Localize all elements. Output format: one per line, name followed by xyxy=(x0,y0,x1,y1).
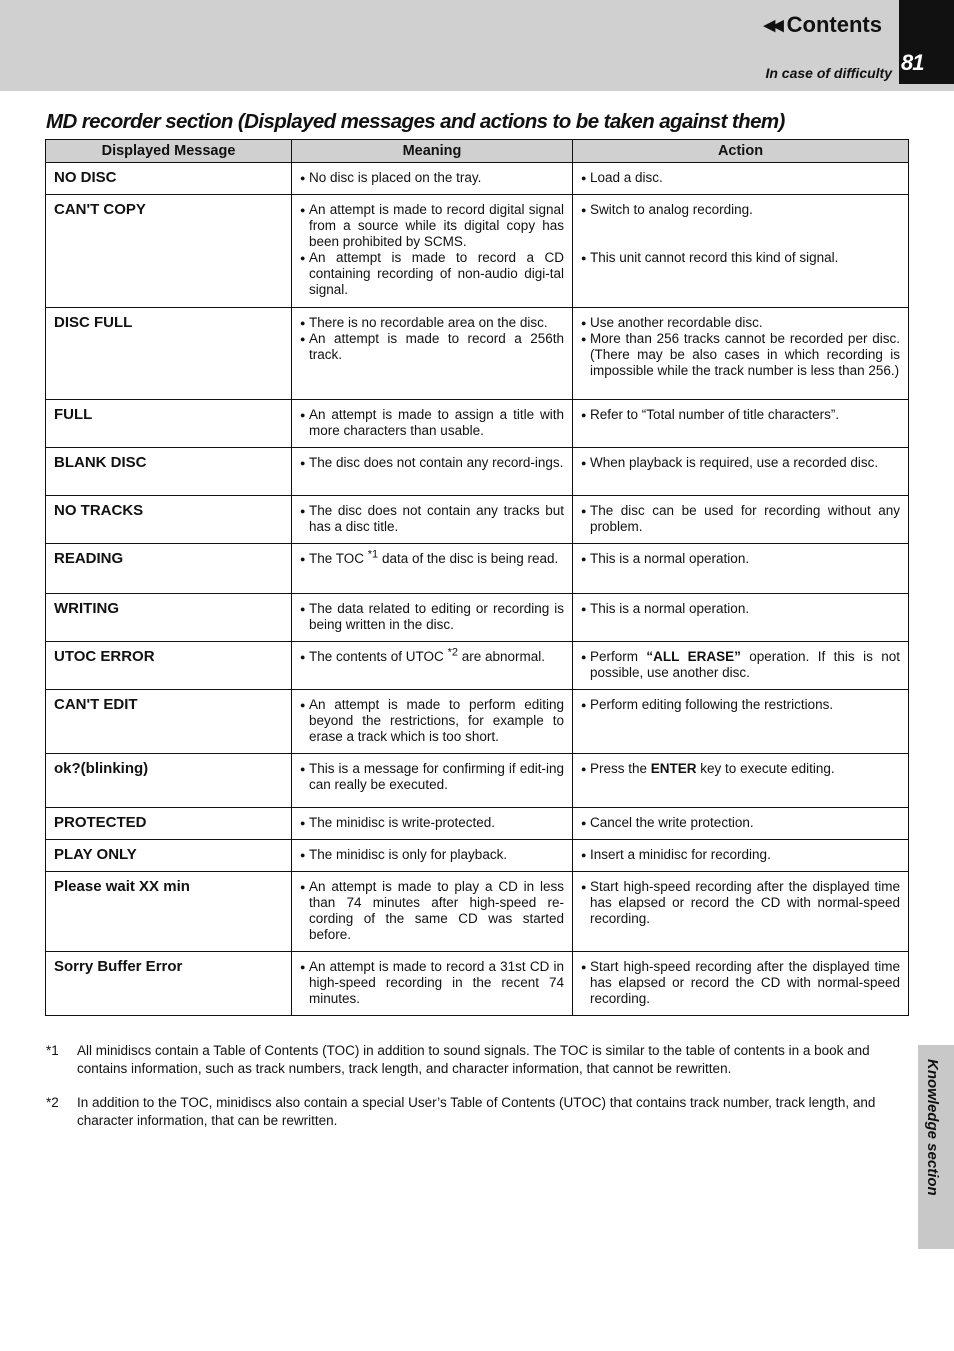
bullet-text: An attempt is made to record digital signal from a source while its digital copy has been prohibited by SCMS. xyxy=(309,202,564,249)
action-cell xyxy=(573,448,909,496)
action-cell xyxy=(573,754,909,808)
page-number-tab xyxy=(899,0,954,84)
side-tab xyxy=(918,1045,954,1249)
message-cell: Please wait XX min xyxy=(46,872,292,952)
action-cell xyxy=(573,400,909,448)
meaning-cell xyxy=(292,496,573,544)
bullet-dot: ● xyxy=(300,604,306,614)
table-row xyxy=(46,754,909,808)
bullet-text: Cancel the write protection. xyxy=(590,815,754,830)
meaning-cell xyxy=(292,690,573,754)
text-part: key to execute editing. xyxy=(696,761,835,776)
table-row xyxy=(46,952,909,1016)
action-cell xyxy=(573,808,909,840)
bullet-text: This is a message for confirming if edit-ing can really be executed. xyxy=(309,761,564,792)
bullet-item xyxy=(300,170,564,186)
bullet-item xyxy=(581,959,900,1007)
bullet-dot: ● xyxy=(300,506,306,516)
bullet-text: An attempt is made to perform editing beyond the restrictions, for example to erase a track which is too short. xyxy=(309,697,564,744)
footnote-text: All minidiscs contain a Table of Contents (TOC) in addition to sound signals. The TOC is similar to the table of contents in a book and contains information, such as track numbers, track length, and character information, that cannot be rewritten. xyxy=(77,1043,870,1076)
column-header: Meaning xyxy=(292,140,573,163)
text-part: operation. If this is not possible, use another disc. xyxy=(590,649,900,680)
bullet-dot: ● xyxy=(581,818,587,828)
bullet-text: Perform editing following the restrictions. xyxy=(590,697,834,712)
bullet-item xyxy=(581,315,900,331)
bullet-dot: ● xyxy=(300,253,306,263)
meaning-cell xyxy=(292,808,573,840)
footnote-ref: *2 xyxy=(447,646,458,659)
bullet-text: An attempt is made to assign a title with more characters than usable. xyxy=(309,407,564,438)
bullet-dot: ● xyxy=(300,205,306,215)
bullet-dot: ● xyxy=(300,962,306,972)
bullet-text: Insert a minidisc for recording. xyxy=(590,847,771,862)
footnote-1 xyxy=(46,1042,901,1078)
table-row xyxy=(46,642,909,690)
bullet-dot: ● xyxy=(581,850,587,860)
bullet-item xyxy=(300,250,564,298)
bullet-item xyxy=(300,601,564,633)
meaning-cell xyxy=(292,308,573,400)
bullet-dot: ● xyxy=(581,700,587,710)
message-cell: PLAY ONLY xyxy=(46,840,292,872)
action-cell xyxy=(573,642,909,690)
bullet-item xyxy=(300,847,564,863)
table-row xyxy=(46,163,909,195)
text-part: Perform xyxy=(590,649,647,664)
footnote-mark: *1 xyxy=(46,1043,59,1058)
bullet-item xyxy=(581,847,900,863)
bullet-dot: ● xyxy=(300,173,306,183)
text-part: The TOC xyxy=(309,551,368,566)
bullet-text: There is no recordable area on the disc. xyxy=(309,315,548,330)
bullet-dot: ● xyxy=(300,554,306,564)
meaning-cell xyxy=(292,840,573,872)
bullet-text: Refer to “Total number of title characters”. xyxy=(590,407,840,422)
bullet-item xyxy=(300,407,564,439)
table-header-row xyxy=(46,140,909,163)
action-cell xyxy=(573,544,909,594)
bullet-text: No disc is placed on the tray. xyxy=(309,170,482,185)
message-cell: READING xyxy=(46,544,292,594)
text-part: The contents of UTOC xyxy=(309,649,448,664)
message-cell: DISC FULL xyxy=(46,308,292,400)
bullet-dot: ● xyxy=(581,962,587,972)
table-row xyxy=(46,544,909,594)
bullet-text: When playback is required, use a recorded disc. xyxy=(590,455,879,470)
action-cell xyxy=(573,308,909,400)
bullet-dot: ● xyxy=(300,882,306,892)
side-tab-label: Knowledge section xyxy=(924,1059,941,1196)
section-name: In case of difficulty xyxy=(765,65,892,81)
text-part: data of the disc is being read. xyxy=(378,551,559,566)
message-cell: PROTECTED xyxy=(46,808,292,840)
bullet-dot: ● xyxy=(581,334,587,344)
bullet-item xyxy=(581,407,900,423)
bullet-text: An attempt is made to record a CD containing recording of non-audio digi-tal signal. xyxy=(309,250,564,297)
action-cell xyxy=(573,840,909,872)
table-row xyxy=(46,448,909,496)
bullet-text xyxy=(590,649,900,681)
table-row xyxy=(46,496,909,544)
bullet-item xyxy=(581,649,900,681)
bullet-text: Start high-speed recording after the displayed time has elapsed or record the CD with normal-speed recording. xyxy=(590,959,900,1006)
bullet-text: The minidisc is write-protected. xyxy=(309,815,496,830)
table-row xyxy=(46,690,909,754)
action-cell xyxy=(573,496,909,544)
action-cell xyxy=(573,195,909,308)
bullet-item xyxy=(300,315,564,331)
emphasis-text: ENTER xyxy=(650,761,697,776)
column-header: Action xyxy=(573,140,909,163)
meaning-cell xyxy=(292,195,573,308)
bullet-item xyxy=(581,503,900,535)
footnote-2 xyxy=(46,1094,901,1130)
emphasis-text: “ALL ERASE” xyxy=(646,649,741,664)
meaning-cell xyxy=(292,872,573,952)
table-row xyxy=(46,400,909,448)
bullet-text: An attempt is made to play a CD in less than 74 minutes after high-speed re-cording of the same CD was started before. xyxy=(309,879,564,942)
bullet-item xyxy=(581,331,900,379)
message-cell: UTOC ERROR xyxy=(46,642,292,690)
action-cell xyxy=(573,690,909,754)
bullet-item xyxy=(581,250,900,266)
bullet-text: The disc does not contain any record-ings. xyxy=(309,455,564,470)
page-number: 81 xyxy=(901,50,924,75)
bullet-dot: ● xyxy=(300,764,306,774)
text-part: Press the xyxy=(590,761,651,776)
bullet-item xyxy=(581,697,900,713)
bullet-item xyxy=(300,959,564,1007)
bullet-item xyxy=(581,601,900,617)
bullet-dot: ● xyxy=(300,700,306,710)
meaning-cell xyxy=(292,163,573,195)
meaning-cell xyxy=(292,754,573,808)
table-row xyxy=(46,195,909,308)
bullet-dot: ● xyxy=(300,334,306,344)
bullet-text: The minidisc is only for playback. xyxy=(309,847,508,862)
bullet-text: The disc does not contain any tracks but has a disc title. xyxy=(309,503,564,534)
meaning-cell xyxy=(292,544,573,594)
bullet-item xyxy=(300,879,564,943)
column-header: Displayed Message xyxy=(46,140,292,163)
bullet-text: The data related to editing or recording is being written in the disc. xyxy=(309,601,564,632)
bullet-dot: ● xyxy=(581,554,587,564)
contents-link[interactable] xyxy=(764,12,882,38)
table-row xyxy=(46,872,909,952)
footnote-text: In addition to the TOC, minidiscs also contain a special User’s Table of Contents (UTOC) that contains track number, track length, and character information, that can be rewritten. xyxy=(77,1095,876,1128)
bullet-item xyxy=(300,646,564,665)
bullet-text: Load a disc. xyxy=(590,170,663,185)
bullet-item xyxy=(581,761,900,777)
action-cell xyxy=(573,594,909,642)
bullet-dot: ● xyxy=(581,173,587,183)
bullet-dot: ● xyxy=(581,506,587,516)
bullet-item xyxy=(300,815,564,831)
bullet-dot: ● xyxy=(581,205,587,215)
rewind-icon: ◀◀ xyxy=(763,17,781,34)
bullet-dot: ● xyxy=(581,458,587,468)
message-cell: ok?(blinking) xyxy=(46,754,292,808)
bullet-item xyxy=(581,170,900,186)
bullet-text xyxy=(309,646,564,665)
bullet-dot: ● xyxy=(300,410,306,420)
bullet-text: Use another recordable disc. xyxy=(590,315,763,330)
messages-table xyxy=(45,139,909,1016)
bullet-text: This is a normal operation. xyxy=(590,601,750,616)
bullet-item xyxy=(581,815,900,831)
bullet-item xyxy=(300,202,564,250)
message-cell: NO TRACKS xyxy=(46,496,292,544)
bullet-item xyxy=(300,503,564,535)
table-row xyxy=(46,840,909,872)
bullet-item xyxy=(300,697,564,745)
bullet-dot: ● xyxy=(300,318,306,328)
action-cell xyxy=(573,163,909,195)
message-cell: BLANK DISC xyxy=(46,448,292,496)
bullet-dot: ● xyxy=(581,318,587,328)
bullet-dot: ● xyxy=(300,652,306,662)
bullet-item xyxy=(300,761,564,793)
table-row xyxy=(46,308,909,400)
bullet-item xyxy=(581,455,900,471)
message-cell: CAN'T COPY xyxy=(46,195,292,308)
bullet-text xyxy=(309,548,564,567)
message-cell: CAN'T EDIT xyxy=(46,690,292,754)
bullet-text: Switch to analog recording. xyxy=(590,202,753,217)
bullet-text xyxy=(590,761,900,777)
bullet-dot: ● xyxy=(300,818,306,828)
bullet-dot: ● xyxy=(300,458,306,468)
page-title: MD recorder section (Displayed messages and actions to be taken against them) xyxy=(46,110,785,133)
bullet-dot: ● xyxy=(581,882,587,892)
message-cell: Sorry Buffer Error xyxy=(46,952,292,1016)
meaning-cell xyxy=(292,448,573,496)
message-cell: NO DISC xyxy=(46,163,292,195)
bullet-item xyxy=(300,331,564,363)
bullet-text: This unit cannot record this kind of signal. xyxy=(590,250,839,265)
bullet-dot: ● xyxy=(581,764,587,774)
meaning-cell xyxy=(292,594,573,642)
table-body xyxy=(46,163,909,1016)
bullet-text: Start high-speed recording after the displayed time has elapsed or record the CD with normal-speed recording. xyxy=(590,879,900,926)
meaning-cell xyxy=(292,642,573,690)
bullet-text: This is a normal operation. xyxy=(590,551,750,566)
meaning-cell xyxy=(292,400,573,448)
table-row xyxy=(46,808,909,840)
bullet-dot: ● xyxy=(300,850,306,860)
footnote-mark: *2 xyxy=(46,1095,59,1110)
bullet-dot: ● xyxy=(581,410,587,420)
text-part: are abnormal. xyxy=(457,649,546,664)
action-cell xyxy=(573,872,909,952)
spacer xyxy=(581,218,900,250)
footnote-ref: *1 xyxy=(367,548,379,561)
bullet-item xyxy=(581,551,900,567)
table-row xyxy=(46,594,909,642)
message-cell: FULL xyxy=(46,400,292,448)
message-cell: WRITING xyxy=(46,594,292,642)
action-cell xyxy=(573,952,909,1016)
meaning-cell xyxy=(292,952,573,1016)
bullet-item xyxy=(300,455,564,471)
bullet-dot: ● xyxy=(581,604,587,614)
bullet-text: An attempt is made to record a 256th track. xyxy=(309,331,564,362)
bullet-item xyxy=(581,879,900,927)
bullet-text: The disc can be used for recording without any problem. xyxy=(590,503,900,534)
bullet-dot: ● xyxy=(581,652,587,662)
bullet-text: An attempt is made to record a 31st CD in high-speed recording in the recent 74 minutes. xyxy=(309,959,564,1006)
bullet-dot: ● xyxy=(581,253,587,263)
bullet-item xyxy=(581,202,900,218)
bullet-item xyxy=(300,548,564,567)
contents-label: Contents xyxy=(786,12,882,37)
bullet-text: More than 256 tracks cannot be recorded per disc.(There may be also cases in which recording is impossible while the track number is less than 256.) xyxy=(590,331,900,378)
